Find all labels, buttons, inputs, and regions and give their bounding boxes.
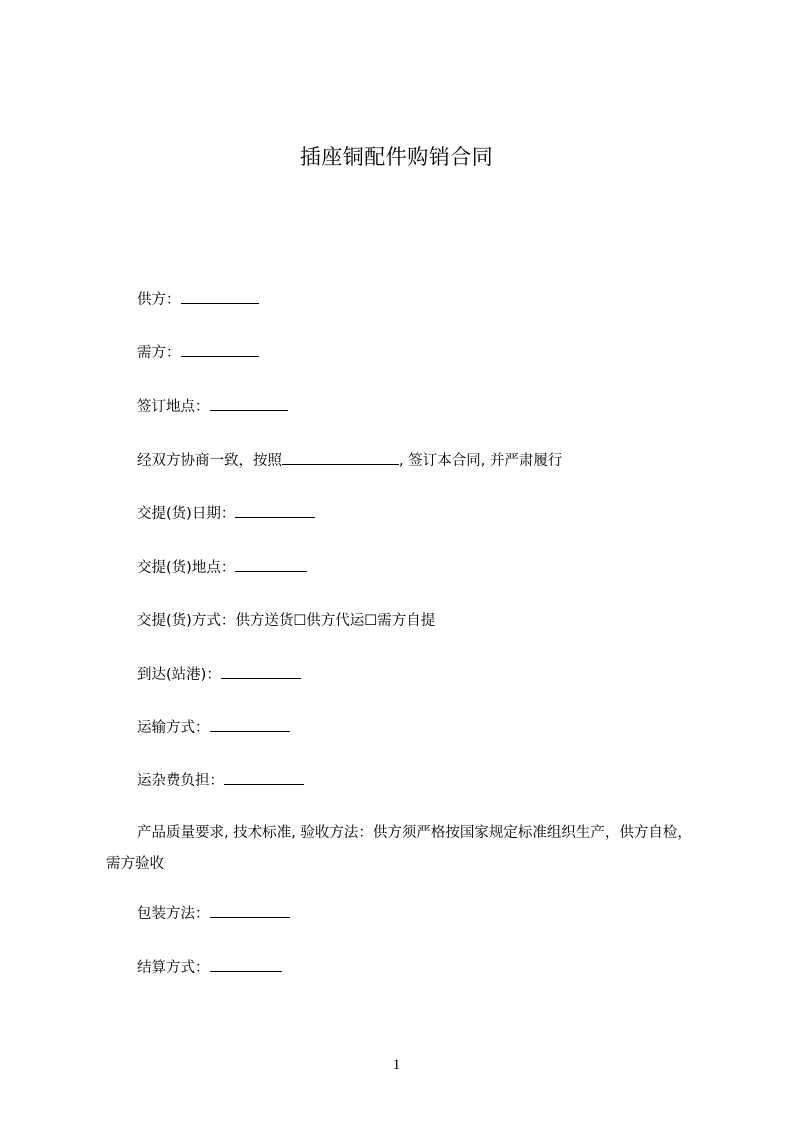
page-number: 1 [392,1057,401,1073]
settlement-blank [210,957,282,972]
delivery-date-blank [235,503,315,518]
agreement-blank [282,450,399,465]
agreement-line [137,450,562,472]
agreement-text-b: , 签订本合同, 并严肃履行 [399,453,563,469]
transport-blank [210,717,290,732]
packaging-blank [210,903,290,918]
delivery-place-line [137,557,307,579]
transport-label: 运输方式： [137,720,210,736]
quality-paragraph: 产品质量要求, 技术标准, 验收方法：供方须严格按国家规定标准组织生产，供方自检，需方验收 [106,825,692,872]
freight-label: 运杂费负担： [137,773,224,789]
delivery-method-text: 交提(货)方式：供方送货☐供方代运☐需方自提 [137,613,436,629]
freight-line [137,770,304,792]
delivery-place-blank [235,557,307,572]
supplier-line [137,289,259,311]
supplier-label: 供方： [137,292,181,308]
arrival-label: 到达(站港)： [137,667,221,683]
packaging-line [137,903,290,925]
buyer-line [137,342,259,364]
delivery-method-line [137,610,435,632]
arrival-blank [221,664,301,679]
sign-place-blank [210,396,288,411]
delivery-date-line [137,503,315,525]
delivery-date-label: 交提(货)日期： [137,506,236,522]
freight-blank [224,770,304,785]
buyer-blank [181,342,259,357]
document-title: 插座铜配件购销合同 [299,145,494,169]
supplier-blank [181,289,259,304]
settlement-line [137,957,282,979]
arrival-line [137,664,301,686]
settlement-label: 结算方式： [137,960,210,976]
packaging-label: 包装方法： [137,906,210,922]
transport-line [137,717,290,739]
agreement-text-a: 经双方协商一致，按照 [137,453,282,469]
delivery-place-label: 交提(货)地点： [137,560,236,576]
sign-place-label: 签订地点： [137,399,210,415]
buyer-label: 需方： [137,345,181,361]
sign-place-line [137,396,288,418]
